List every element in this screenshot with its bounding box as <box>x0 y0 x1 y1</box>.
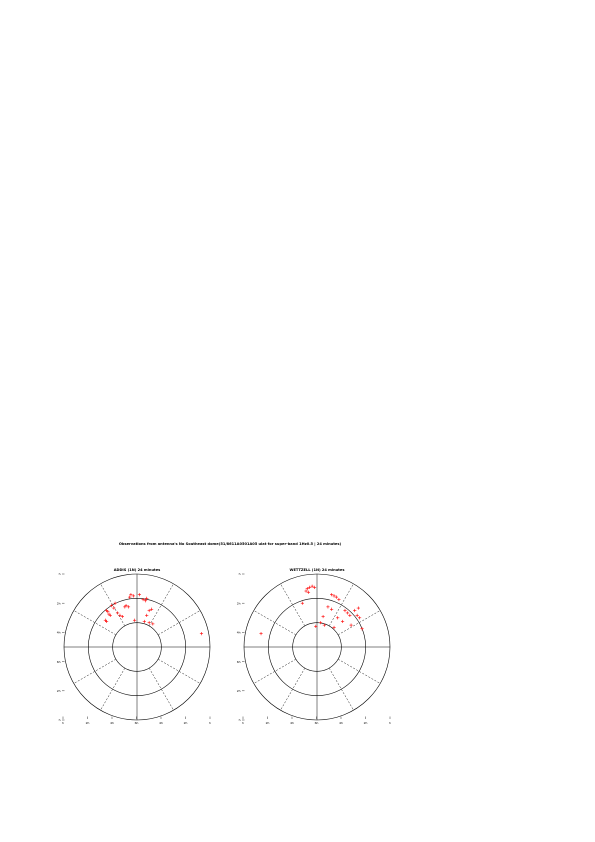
polar-plot-right <box>237 568 391 725</box>
y-tick-label: 6h <box>236 659 241 664</box>
y-tick-label: 6h <box>56 659 61 664</box>
x-tick-label: 2h <box>183 721 188 725</box>
x-tick-label: 6h <box>314 721 319 725</box>
data-point <box>133 619 136 622</box>
data-point <box>337 598 340 601</box>
data-point <box>145 614 148 617</box>
data-point <box>321 615 324 618</box>
data-point <box>356 614 359 617</box>
y-tick-label: 4h <box>56 630 61 635</box>
x-tick-label: 2h <box>85 721 90 725</box>
x-tick-label: 4h <box>290 721 294 725</box>
data-point <box>301 602 304 605</box>
x-tick-label: 6h <box>134 721 139 725</box>
axis-ticks-right <box>237 572 391 725</box>
y-tick-label: h <box>238 572 241 577</box>
data-points-right <box>259 585 363 636</box>
data-point <box>151 622 154 625</box>
plot-title-left: ADDIS (1N) 24 minutes <box>113 568 161 572</box>
y-tick-label: 4h <box>236 630 241 635</box>
x-tick-label: 4h <box>339 721 343 725</box>
data-point <box>360 627 363 630</box>
plot-title-right: WETTZELL (1N) 24 minutes <box>289 568 345 572</box>
data-point <box>200 632 203 635</box>
data-point <box>116 611 119 614</box>
x-tick-label: h <box>389 721 391 725</box>
data-point <box>349 624 352 627</box>
data-point <box>346 611 349 614</box>
x-tick-label: 4h <box>159 721 163 725</box>
data-point <box>343 609 346 612</box>
data-point <box>336 616 339 619</box>
y-tick-label: 2h <box>236 689 241 693</box>
y-tick-label: h <box>238 718 241 723</box>
data-point <box>326 605 329 608</box>
x-tick-label: 4h <box>110 721 114 725</box>
x-tick-label: h <box>242 721 244 725</box>
axis-ticks-left <box>57 572 211 725</box>
x-tick-label: h <box>209 721 211 725</box>
y-tick-label: h <box>58 718 61 723</box>
data-point <box>330 608 333 611</box>
data-point <box>148 621 151 624</box>
data-point <box>353 609 356 612</box>
data-point <box>348 614 351 617</box>
y-tick-label: 2h <box>56 689 61 693</box>
polar-grid-left <box>64 574 210 720</box>
x-tick-label: h <box>62 721 64 725</box>
x-tick-label: 2h <box>363 721 368 725</box>
data-point <box>143 620 146 623</box>
figure-title: Observations from antenna's No Southeast dome(51/8611A0501A05 ulat for super-band 1Hz0.5 | 24 minutes) <box>118 542 342 546</box>
x-tick-label: 2h <box>265 721 270 725</box>
data-point <box>357 606 360 609</box>
y-tick-label: h <box>58 572 61 577</box>
y-tick-label: 2h <box>56 601 61 606</box>
data-point <box>259 632 262 635</box>
data-point <box>341 620 344 623</box>
polar-plot-left <box>57 568 211 725</box>
polar-grid-right <box>244 574 390 720</box>
data-point <box>138 593 141 596</box>
data-point <box>358 616 361 619</box>
y-tick-label: 2h <box>236 601 241 606</box>
data-point <box>319 621 322 624</box>
